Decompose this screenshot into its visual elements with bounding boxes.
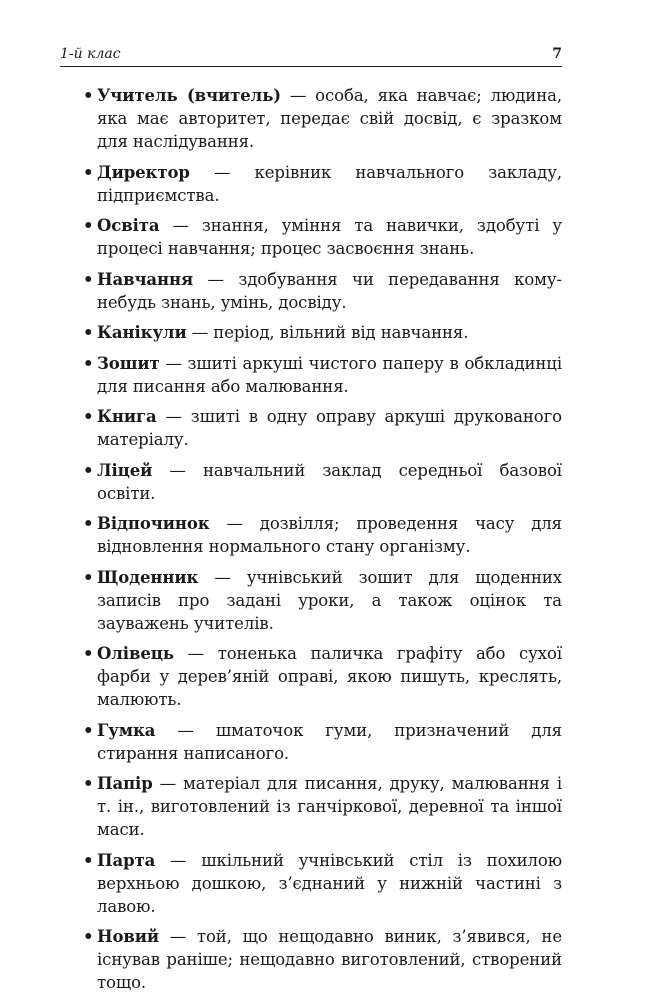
glossary-entry <box>82 405 562 451</box>
entry-definition: — тоненька паличка графіту або сухої фарби у дерев’яній оправі, якою пишуть, креслять, малюють. <box>97 644 562 709</box>
entry-term: Олівець <box>97 644 174 663</box>
bullet-icon: • <box>83 323 94 342</box>
entry-term: Гумка <box>97 720 156 740</box>
glossary-entry <box>82 214 562 260</box>
entry-term: Учитель (вчитель) <box>97 86 281 105</box>
entry-term: Канікули <box>97 323 187 342</box>
bullet-icon: • <box>83 850 94 870</box>
glossary-entry <box>82 849 562 918</box>
bullet-icon: • <box>83 86 94 105</box>
entry-definition: — той, що нещодавно виник, з’явився, не існував раніше; нещодавно виготовлений, створений тощо. <box>97 927 562 992</box>
glossary-entry <box>82 459 562 505</box>
entry-term: Відпочинок <box>97 514 210 533</box>
glossary-list <box>82 84 562 1002</box>
entry-definition: — здобування чи передавання кому-небудь знань, умінь, досвіду. <box>97 269 562 312</box>
glossary-entry <box>82 772 562 841</box>
entry-definition: — зшиті аркуші чистого паперу в обкладинці для писання або малювання. <box>97 353 562 396</box>
glossary-entry <box>82 642 562 711</box>
entry-definition: — шкільний учнівський стіл із похилою верхньою дошкою, з’єднаний у нижній частині з лавою. <box>97 850 562 916</box>
entry-definition: — керівник навчального закладу, підприємства. <box>97 162 562 205</box>
entry-definition: — матеріал для писання, друку, малювання і т. ін., виготовлений із ганчіркової, деревної та іншої маси. <box>97 774 562 839</box>
glossary-entry <box>82 352 562 398</box>
glossary-entry <box>82 84 562 153</box>
entry-definition: — шматочок гуми, призначений для стирання написаного. <box>97 720 562 763</box>
glossary-entry <box>82 321 562 344</box>
entry-term: Ліцей <box>97 460 153 480</box>
section-title: 1-й клас <box>60 46 121 62</box>
entry-term: Новий <box>97 927 160 946</box>
entry-term: Парта <box>97 850 156 870</box>
bullet-icon: • <box>83 162 94 182</box>
bullet-icon: • <box>83 353 94 373</box>
entry-definition: — навчальний заклад середньої базової освіти. <box>97 460 562 503</box>
glossary-entry <box>82 161 562 207</box>
bullet-icon: • <box>83 774 94 793</box>
entry-definition: — учнівський зошит для щоденних записів про задані уроки, а також оцінок та зауважень учителів. <box>97 567 562 633</box>
glossary-entry <box>82 512 562 558</box>
page-number: 7 <box>552 46 562 62</box>
bullet-icon: • <box>83 644 94 663</box>
bullet-icon: • <box>83 216 94 235</box>
glossary-entry <box>82 566 562 635</box>
bullet-icon: • <box>83 407 94 426</box>
entry-definition: — особа, яка навчає; людина, яка має авторитет, передає свій досвід, є зразком для наслідування. <box>97 86 562 151</box>
entry-term: Зошит <box>97 353 160 373</box>
bullet-icon: • <box>83 927 94 946</box>
bullet-icon: • <box>83 720 94 740</box>
bullet-icon: • <box>83 460 94 480</box>
bullet-icon: • <box>83 567 94 587</box>
entry-term: Освіта <box>97 216 160 235</box>
entry-term: Щоденник <box>97 567 199 587</box>
entry-term: Навчання <box>97 269 194 289</box>
entry-definition: — період, вільний від навчання. <box>186 323 469 342</box>
bullet-icon: • <box>83 514 94 533</box>
entry-term: Директор <box>97 162 190 182</box>
glossary-entry <box>82 719 562 765</box>
page-header <box>60 46 562 67</box>
entry-term: Книга <box>97 407 157 426</box>
glossary-entry <box>82 925 562 994</box>
entry-term: Папір <box>97 774 153 793</box>
entry-definition: — знання, уміння та навички, здобуті у процесі навчання; процес засвоєння знань. <box>97 216 562 258</box>
bullet-icon: • <box>83 269 94 289</box>
entry-definition: — зшиті в одну оправу аркуші друкованого матеріалу. <box>97 407 562 449</box>
entry-definition: — дозвілля; проведення часу для відновлення нормального стану організму. <box>97 514 562 556</box>
glossary-entry <box>82 268 562 314</box>
